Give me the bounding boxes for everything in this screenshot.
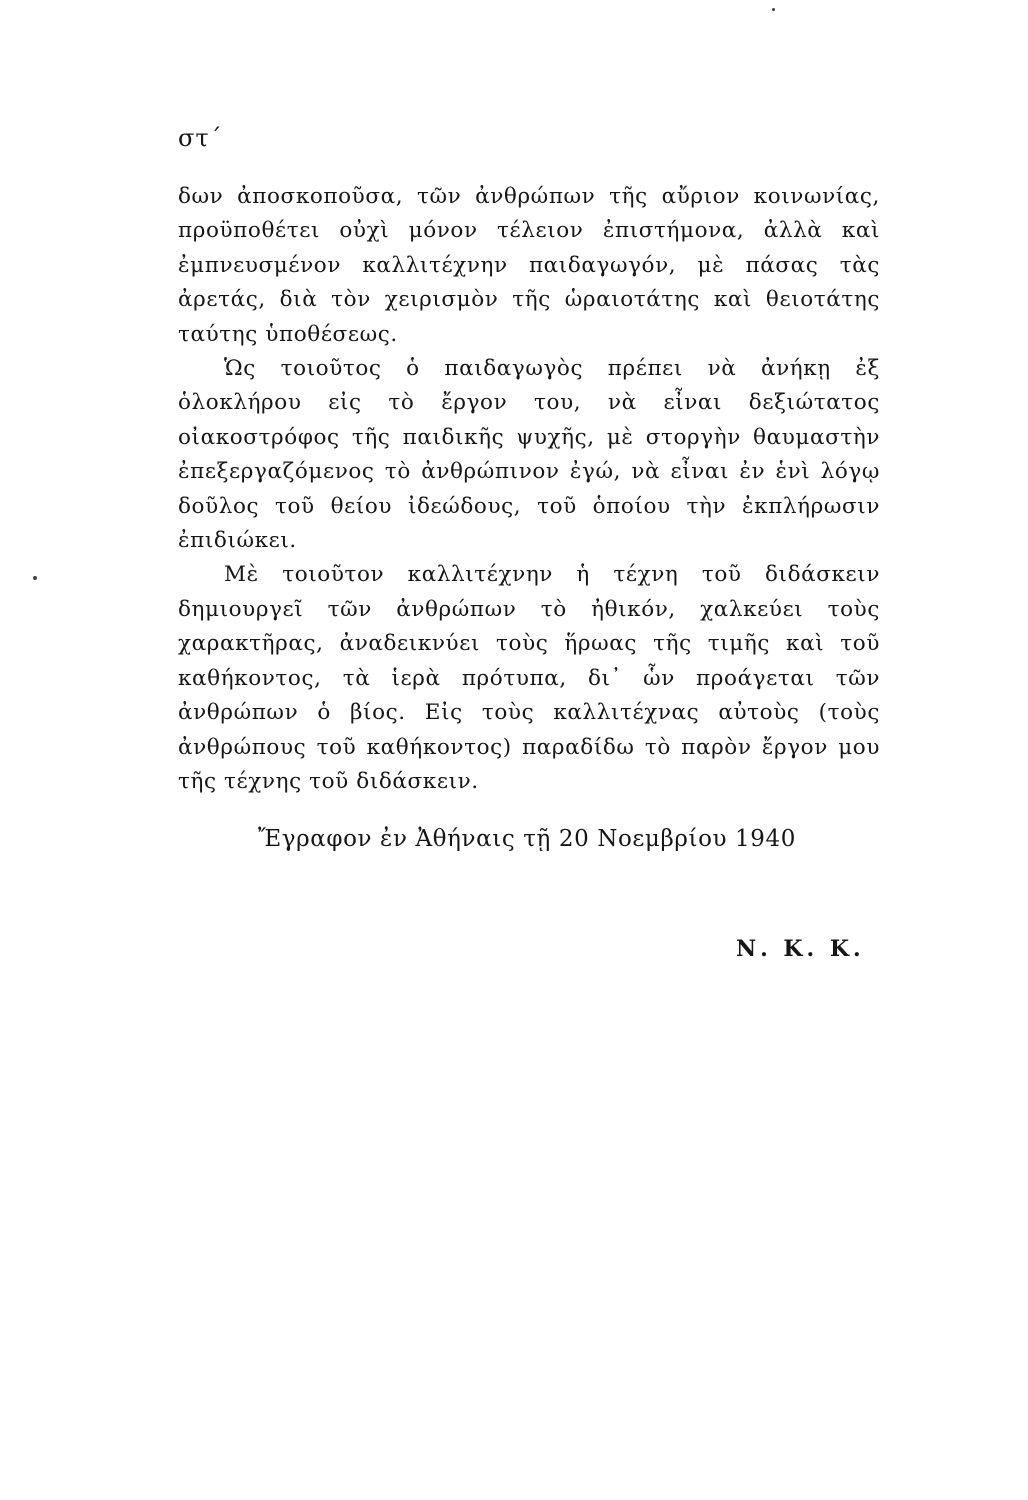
- signature-initials: Ν. Κ. Κ.: [736, 936, 865, 962]
- paragraph-1: δων ἀποσκοποῦσα, τῶν ἀνθρώπων τῆς αὔριον κοινωνίας, προϋποθέτει οὐχὶ μόνον τέλειον ἐπιστήμονα, ἀλλὰ καὶ ἐμπνευσμένον καλλιτέχνην παιδαγωγόν, μὲ πάσας τὰς ἀρετάς, διὰ τὸν χειρισμὸν τῆς ὡραιοτάτης καὶ θειοτάτης ταύτης ὑποθέσεως.: [178, 184, 880, 347]
- paragraph-3: Μὲ τοιοῦτον καλλιτέχνην ἡ τέχνη τοῦ διδάσκειν δημιουργεῖ τῶν ἀνθρώπων τὸ ἠθικόν, χαλκεύει τοὺς χαρακτῆρας, ἀναδεικνύει τοὺς ἥρωας τῆς τιμῆς καὶ τοῦ καθήκοντος, τὰ ἱερὰ πρότυπα, δι᾽ ὧν προάγεται τῶν ἀνθρώπων ὁ βίος. Εἰς τοὺς καλλιτέχνας αὐτοὺς (τοὺς ἀνθρώπους τοῦ καθήκοντος) παραδίδω τὸ παρὸν ἔργον μου τῆς τέχνης τοῦ διδάσκειν.: [178, 562, 880, 794]
- dateline: Ἔγραφον ἐν Ἀθήναις τῇ 20 Νοεμβρίου 1940: [258, 826, 796, 852]
- page-number: στ´: [178, 124, 223, 152]
- ink-speck-top: [772, 8, 775, 11]
- body-text: [178, 180, 880, 799]
- ink-speck-margin: [33, 576, 37, 580]
- paragraph-2: Ὡς τοιοῦτος ὁ παιδαγωγὸς πρέπει νὰ ἀνήκῃ ἐξ ὁλοκλήρου εἰς τὸ ἔργον του, νὰ εἶναι δεξιώτατος οἰακοστρόφος τῆς παιδικῆς ψυχῆς, μὲ στοργὴν θαυμαστὴν ἐπεξεργαζόμενος τὸ ἀνθρώπινον ἐγώ, νὰ εἶναι ἐν ἑνὶ λόγῳ δοῦλος τοῦ θείου ἰδεώδους, τοῦ ὁποίου τὴν ἐκπλήρωσιν ἐπιδιώκει.: [178, 356, 880, 554]
